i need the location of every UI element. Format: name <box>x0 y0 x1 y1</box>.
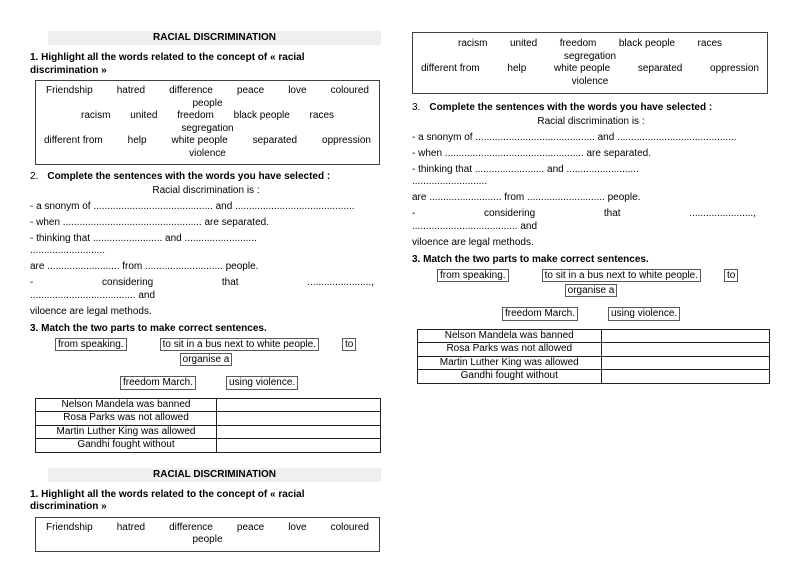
fill-sentence-considering <box>30 277 382 302</box>
word-item: love <box>288 85 307 96</box>
exercise2-number: 2. <box>30 171 39 182</box>
fill-sentence-thinking-line2: ........................... <box>30 245 106 256</box>
word-item: different from <box>421 63 480 74</box>
word-item: Friendship <box>46 521 93 533</box>
table-cell-left: Rosa Parks was not allowed <box>36 412 217 426</box>
word-item: difference <box>169 521 213 533</box>
fill-sentence-considering-line1 <box>412 208 756 221</box>
fill-sentence-synonym: - a snonym of ........................................... and ........................................... <box>30 200 355 212</box>
word-that: that <box>221 277 239 288</box>
word-item: white people <box>554 63 611 74</box>
word-box-row <box>36 522 379 535</box>
fill-sentence-considering-line2: ...................................... and <box>30 289 156 301</box>
exercise1-heading-line1: 1. Highlight all the words related to the concept of « racial <box>30 52 305 63</box>
word-item: segregation <box>181 122 234 134</box>
table-cell-left: Rosa Parks was not allowed <box>418 343 602 357</box>
word-item: freedom <box>177 110 214 121</box>
exercise3-heading: 3. Match the two parts to make correct sentences. <box>30 323 267 334</box>
match-chip-freedom-march: freedom March. <box>120 376 196 390</box>
dash: - <box>412 208 416 219</box>
word-item: violence <box>571 75 609 87</box>
left-column <box>30 28 382 552</box>
worksheet-title: RACIAL DISCRIMINATION <box>48 31 381 45</box>
exercise1-heading <box>30 52 382 77</box>
match-chip-freedom-march: freedom March. <box>502 307 578 321</box>
word-item: oppression <box>710 63 759 74</box>
match-chip-from-speaking: from speaking. <box>437 269 509 283</box>
word-item: help <box>507 63 527 74</box>
fill-sentence-considering-line2: ...................................... and <box>412 220 538 232</box>
word-item: hatred <box>116 521 146 533</box>
word-box-row <box>36 148 379 161</box>
table-cell-answer <box>601 370 769 384</box>
exercise1-heading-line1: 1. Highlight all the words related to the concept of « racial <box>30 488 305 500</box>
word-item: separated <box>637 63 683 74</box>
table-cell-left: Martin Luther King was allowed <box>36 425 217 439</box>
table-row <box>36 425 381 439</box>
match-chip-organise: organise a <box>180 353 233 367</box>
word-item: oppression <box>322 135 371 146</box>
fill-sentence-when: - when .................................................. are separated. <box>412 147 651 159</box>
word-item: violence <box>189 147 226 159</box>
word-item: black people <box>233 110 290 121</box>
word-box-row <box>36 98 379 111</box>
match-chip-using-violence: using violence. <box>608 307 680 321</box>
worksheet-title: RACIAL DISCRIMINATION <box>48 468 381 482</box>
matching-table <box>417 329 770 384</box>
match-chip-to: to <box>342 338 356 352</box>
word-item: racism <box>81 110 111 121</box>
fill-sentence-thinking-line2: ........................... <box>412 176 488 187</box>
word-considering: considering <box>102 277 154 288</box>
table-row <box>36 439 381 453</box>
match-chip-bus: to sit in a bus next to white people. <box>542 269 701 283</box>
word-box-row <box>36 534 379 547</box>
word-box-row <box>413 63 767 76</box>
fill-sentence-considering-line1 <box>30 277 374 290</box>
match-chips-row2 <box>412 284 770 298</box>
table-cell-answer <box>217 439 381 453</box>
word-box-row <box>413 76 767 89</box>
word-box-row <box>36 110 379 123</box>
match-chips-row1 <box>437 269 770 283</box>
word-item: races <box>697 38 722 49</box>
word-item: hatred <box>116 85 146 96</box>
word-box-continued <box>412 32 768 94</box>
fill-sentence-are-from: are .......................... from ............................ people. <box>30 261 259 272</box>
table-row <box>418 329 770 343</box>
exercise2-intro: Racial discrimination is : <box>537 115 645 127</box>
table-row <box>418 370 770 384</box>
table-row <box>36 398 381 412</box>
word-item: Friendship <box>46 85 93 96</box>
word-box-partial <box>35 517 380 552</box>
word-item: coloured <box>330 85 369 96</box>
match-chips-row3 <box>120 376 382 390</box>
exercise2-number: 3. <box>412 102 421 113</box>
word-box-row <box>413 51 767 64</box>
table-cell-left: Nelson Mandela was banned <box>418 329 602 343</box>
word-item: united <box>130 110 158 121</box>
word-box-row <box>413 38 767 51</box>
fill-sentence-thinking-line1: - thinking that ......................... and .......................... <box>412 163 639 175</box>
word-box-row <box>36 85 379 98</box>
fill-sentence-when: - when .................................................. are separated. <box>30 216 269 228</box>
fill-sentence-are-from: are .......................... from ............................ people. <box>412 192 641 203</box>
word-item: coloured <box>330 521 369 533</box>
dotted-blank: ......................., <box>689 208 756 219</box>
right-column <box>412 28 770 384</box>
word-item: white people <box>171 135 228 146</box>
fill-sentence-considering <box>412 208 770 233</box>
word-item: united <box>509 38 538 49</box>
worksheet-copy-2-continued <box>412 32 770 384</box>
table-row <box>418 343 770 357</box>
match-chips-row3 <box>502 307 770 321</box>
word-item: separated <box>252 135 298 146</box>
match-chip-organise: organise a <box>565 284 618 298</box>
fill-sentence-synonym: - a snonym of ........................................... and ........................................... <box>412 131 737 143</box>
table-cell-left: Nelson Mandela was banned <box>36 398 217 412</box>
table-cell-answer <box>217 425 381 439</box>
word-that: that <box>603 208 621 219</box>
word-item: difference <box>169 85 213 96</box>
table-row <box>36 412 381 426</box>
word-item: people <box>192 97 223 109</box>
fill-sentence-violence: viloence are legal methods. <box>412 236 534 248</box>
word-item: segregation <box>563 50 617 62</box>
exercise3-heading: 3. Match the two parts to make correct sentences. <box>412 254 649 265</box>
worksheet-copy-1 <box>30 31 382 453</box>
table-cell-left: Gandhi fought without <box>36 439 217 453</box>
table-cell-answer <box>601 329 769 343</box>
exercise1-heading <box>30 489 382 514</box>
word-item: peace <box>236 521 265 533</box>
table-cell-answer <box>601 343 769 357</box>
exercise2-heading-text: Complete the sentences with the words you have selected : <box>47 171 331 182</box>
exercise1-heading-line2: discrimination » <box>30 64 107 76</box>
match-chips-row2 <box>30 353 382 367</box>
exercise2-heading <box>412 102 770 115</box>
exercise1-heading-line2: discrimination » <box>30 501 107 512</box>
match-chip-from-speaking: from speaking. <box>55 338 127 352</box>
word-item: love <box>288 521 307 533</box>
match-chip-bus: to sit in a bus next to white people. <box>160 338 319 352</box>
match-chips-row1 <box>55 338 382 352</box>
word-item: different from <box>44 135 103 146</box>
fill-sentence-thinking <box>412 164 770 189</box>
word-item: people <box>192 534 223 545</box>
table-cell-answer <box>601 356 769 370</box>
table-cell-left: Gandhi fought without <box>418 370 602 384</box>
word-item: black people <box>618 38 676 49</box>
match-chip-using-violence: using violence. <box>226 376 298 390</box>
word-item: racism <box>458 38 488 49</box>
word-box-row <box>36 123 379 136</box>
exercise2-heading <box>30 171 382 184</box>
dash: - <box>30 277 34 288</box>
match-chip-to: to <box>724 269 738 283</box>
word-box-row <box>36 135 379 148</box>
word-item: races <box>309 110 334 121</box>
word-box <box>35 80 380 165</box>
exercise2-intro: Racial discrimination is : <box>152 184 260 196</box>
table-cell-left: Martin Luther King was allowed <box>418 356 602 370</box>
table-cell-answer <box>217 412 381 426</box>
table-cell-answer <box>217 398 381 412</box>
table-row <box>418 356 770 370</box>
fill-sentence-thinking <box>30 233 382 258</box>
exercise2-heading-text: Complete the sentences with the words you have selected : <box>429 102 713 113</box>
word-item: peace <box>236 85 265 96</box>
word-considering: considering <box>484 208 536 219</box>
fill-sentence-violence: viloence are legal methods. <box>30 305 152 317</box>
fill-sentence-thinking-line1: - thinking that ......................... and .......................... <box>30 232 257 244</box>
worksheet-copy-2-start <box>30 468 382 552</box>
word-item: freedom <box>559 38 597 49</box>
matching-table <box>35 398 381 453</box>
dotted-blank: ......................., <box>307 277 374 288</box>
word-item: help <box>127 135 147 146</box>
